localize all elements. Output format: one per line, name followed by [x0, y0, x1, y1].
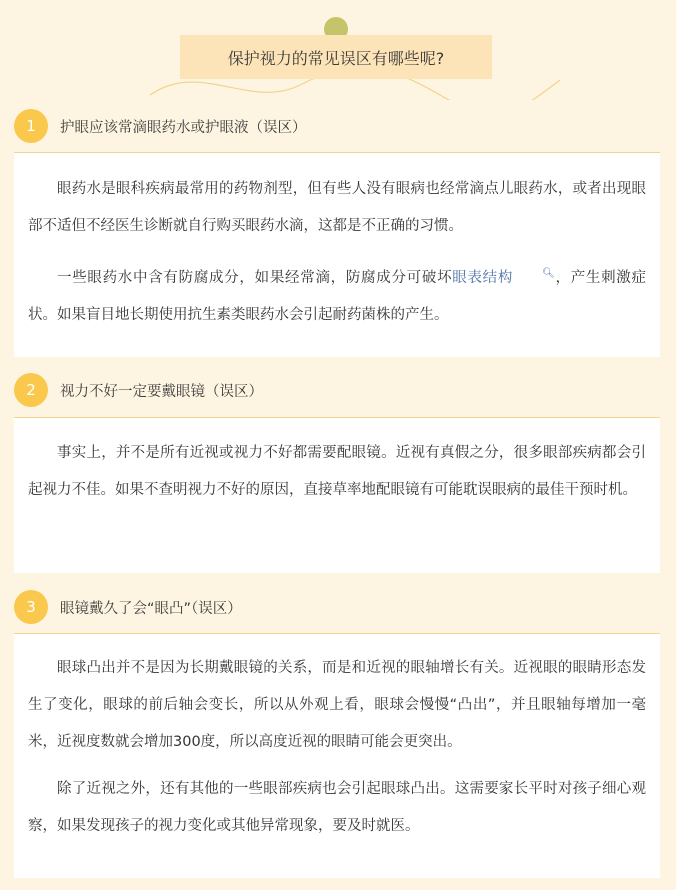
paragraph-text: 一些眼药水中含有防腐成分，如果经常滴，防腐成分可破坏 — [57, 269, 453, 286]
paragraph: 除了近视之外，还有其他的一些眼部疾病也会引起眼球凸出。这需要家长平时对孩子细心观察，如果发现孩子的视力变化或其他异常现象，要及时就医。 — [28, 781, 646, 834]
section-title: 眼镜戴久了会“眼凸”（误区） — [60, 600, 242, 617]
search-icon[interactable]: 🔍︎ — [542, 268, 555, 279]
page-title — [180, 35, 492, 79]
section-card-1 — [14, 153, 660, 357]
section-header-3 — [14, 587, 660, 627]
paragraph: 眼球凸出并不是因为长期戴眼镜的关系，而是和近视的眼轴增长有关。近视眼的眼睛形态发生了变化，眼球的前后轴会变长，所以从外观上看，眼球会慢慢“凸出”，并且眼轴每增加一毫米，近视度数就会增加300度，所以高度近视的眼睛可能会更突出。 — [28, 660, 646, 750]
section-number-badge: 1 — [14, 109, 48, 143]
page-header — [0, 0, 676, 100]
section-header-2 — [14, 370, 660, 410]
paragraph — [28, 255, 646, 334]
paragraph: 眼药水是眼科疾病最常用的药物剂型，但有些人没有眼病也经常滴点儿眼药水，或者出现眼部不适但不经医生诊断就自行购买眼药水滴，这都是不正确的习惯。 — [28, 181, 646, 234]
paragraph-text: ，产生刺激症状。如果盲目地长期使用抗生素类眼药水会引起耐药菌株的产生。 — [28, 269, 647, 323]
paragraph: 事实上，并不是所有近视或视力不好都需要配眼镜。近视有真假之分，很多眼部疾病都会引起视力不佳。如果不查明视力不好的原因，直接草率地配眼镜有可能耽误眼病的最佳干预时机。 — [28, 445, 646, 498]
section-number-badge: 2 — [14, 373, 48, 407]
section-title: 视力不好一定要戴眼镜（误区） — [60, 383, 263, 400]
section-title: 护眼应该常滴眼药水或护眼液（误区） — [60, 119, 307, 136]
section-card-2 — [14, 418, 660, 573]
eye-surface-link[interactable]: 眼表结构 — [452, 269, 514, 286]
section-header-1 — [14, 106, 660, 146]
page-title-text: 保护视力的常见误区有哪些呢? — [227, 48, 445, 68]
section-card-3 — [14, 634, 660, 878]
section-number-badge: 3 — [14, 590, 48, 624]
